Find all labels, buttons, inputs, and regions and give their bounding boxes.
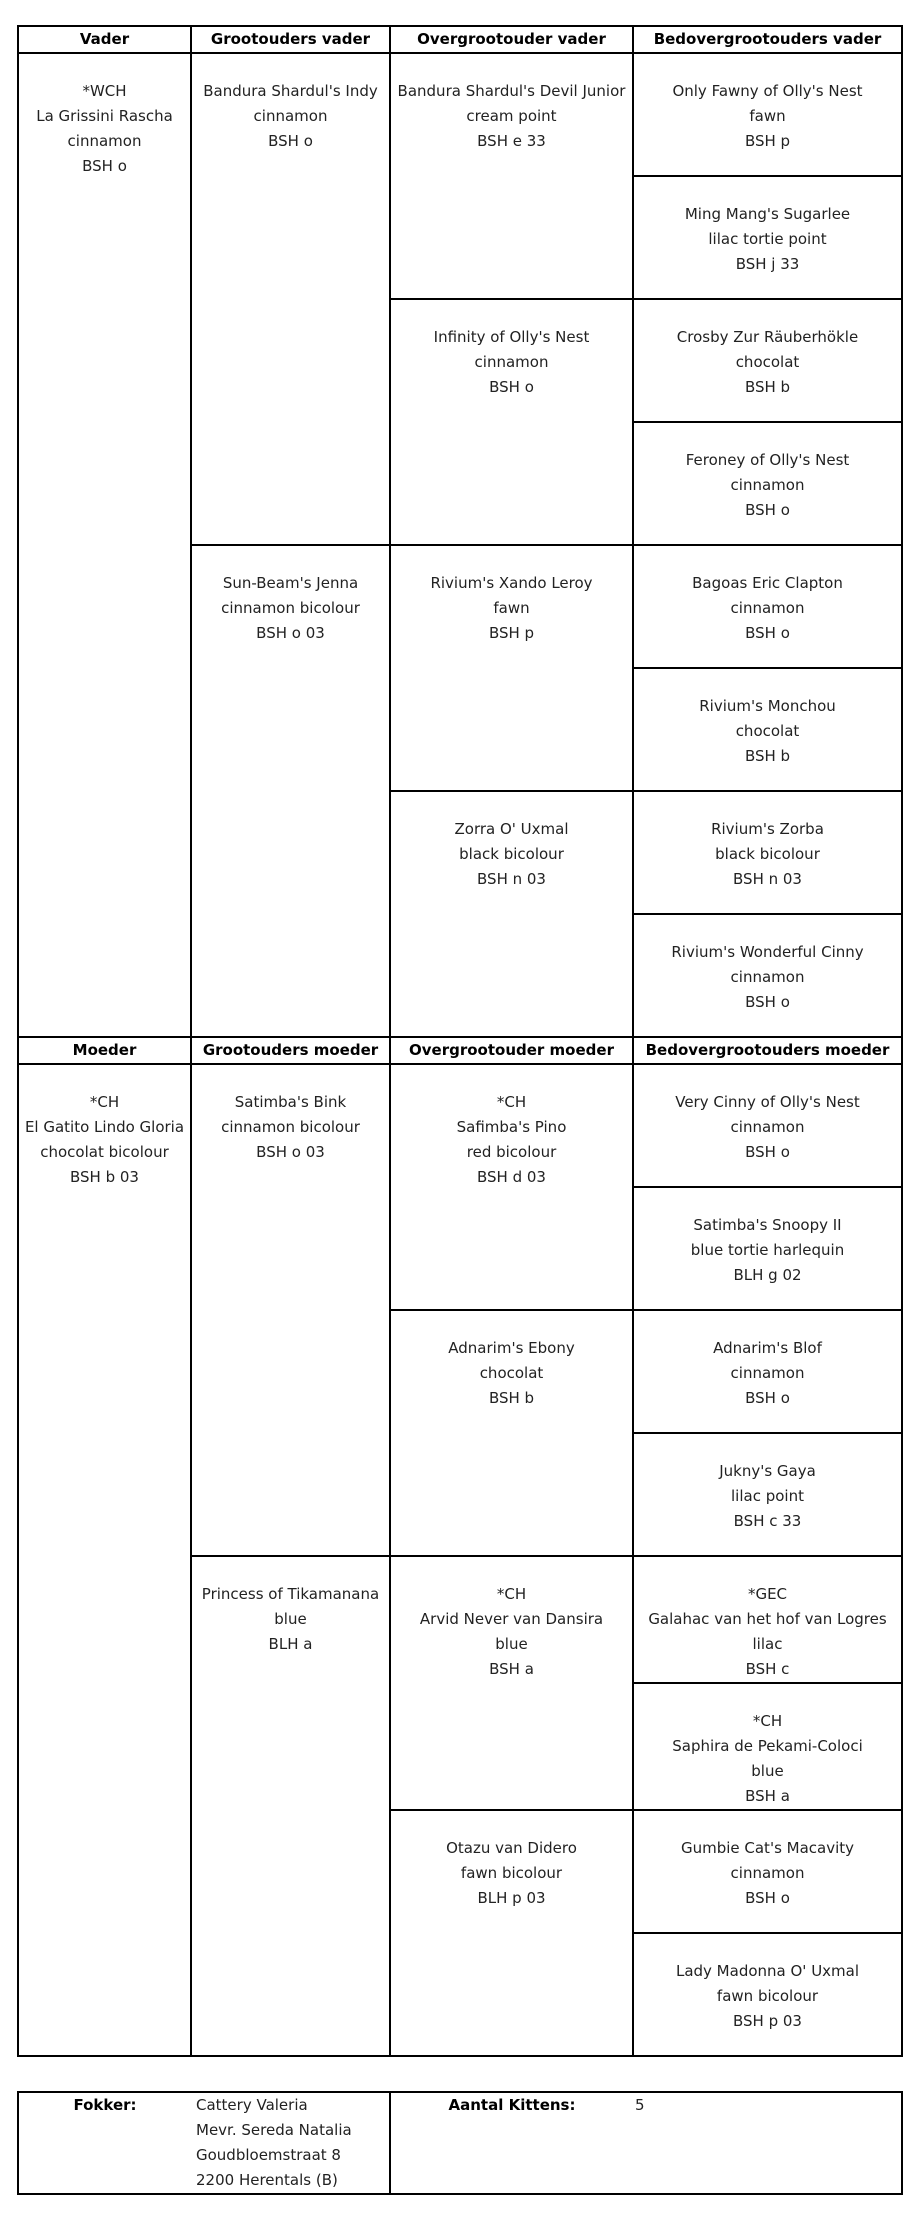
father-great-great-grandparent-cell: [633, 176, 902, 299]
cat-info-line: Saphira de Pekami-Coloci: [672, 1737, 863, 1755]
kittens-count: 5: [635, 2096, 645, 2114]
cat-info-line: *GEC: [747, 1585, 788, 1603]
cat-info-line: Sun-Beam's Jenna: [222, 574, 359, 592]
cat-info-line: Feroney of Olly's Nest: [685, 451, 850, 469]
mother-great-grandparent-cell: [390, 1310, 633, 1556]
mother-great-great-grandparent-cell: [633, 1310, 902, 1433]
breeder-info: [191, 2092, 390, 2194]
father-great-great-grandparent-cell: [633, 299, 902, 422]
cat-info-line: BSH o: [82, 157, 127, 175]
cat-info-line: Bandura Shardul's Devil Junior: [397, 82, 626, 100]
cat-info-line: Arvid Never van Dansira: [419, 1610, 604, 1628]
cat-info-line: chocolat: [479, 1364, 544, 1382]
cat-info-line: BSH b: [744, 378, 791, 396]
cat-info-line: cinnamon: [474, 353, 549, 371]
cat-info-line: *CH: [752, 1712, 783, 1730]
footer-table: [17, 2091, 903, 2195]
cat-info-line: Princess of Tikamanana: [201, 1585, 380, 1603]
cat-info-line: BSH o: [745, 993, 790, 1011]
cat-info-line: BSH o: [745, 1143, 790, 1161]
cat-info-line: BSH a: [745, 1787, 790, 1805]
cat-info-line: chocolat: [735, 722, 800, 740]
cat-info-line: Zorra O' Uxmal: [454, 820, 569, 838]
mother-great-great-grandparent-cell: [633, 1064, 902, 1187]
pedigree-row: [18, 1064, 902, 1187]
cat-info-line: Adnarim's Blof: [713, 1339, 822, 1357]
cat-info-line: cinnamon: [730, 1364, 805, 1382]
mother-column-header: Moeder: [18, 1037, 191, 1064]
father-column-header: Bedovergrootouders vader: [633, 26, 902, 53]
father-great-great-grandparent-cell: [633, 545, 902, 668]
cat-info-line: Otazu van Didero: [446, 1839, 577, 1857]
father-great-great-grandparent-cell: [633, 914, 902, 1037]
father-grandparent-cell: [191, 545, 390, 1037]
cat-info-line: cinnamon bicolour: [221, 599, 360, 617]
father-column-header: Grootouders vader: [191, 26, 390, 53]
cat-info-line: Gumbie Cat's Macavity: [680, 1839, 855, 1857]
cat-info-line: La Grissini Rascha: [36, 107, 173, 125]
cat-info-line: lilac point: [731, 1487, 804, 1505]
cat-info-line: fawn bicolour: [460, 1864, 563, 1882]
cat-info-line: Satimba's Snoopy II: [693, 1216, 842, 1234]
cat-info-line: BSH e 33: [477, 132, 546, 150]
cat-info-line: BSH p: [488, 624, 535, 642]
cat-info-line: BSH b: [488, 1389, 535, 1407]
cat-info-line: Very Cinny of Olly's Nest: [675, 1093, 860, 1111]
cat-info-line: BSH o 03: [256, 1143, 325, 1161]
cat-info-line: Lady Madonna O' Uxmal: [675, 1962, 860, 1980]
cat-info-line: Adnarim's Ebony: [448, 1339, 575, 1357]
cat-info-line: Rivium's Zorba: [711, 820, 824, 838]
father-header-row: [18, 26, 902, 53]
cat-info-line: black bicolour: [715, 845, 820, 863]
breeder-line: Mevr. Sereda Natalia: [196, 2121, 352, 2139]
cat-info-line: *CH: [496, 1585, 527, 1603]
mother-column-header: Overgrootouder moeder: [390, 1037, 633, 1064]
breeder-line: 2200 Herentals (B): [196, 2171, 338, 2189]
mother-great-great-grandparent-cell: [633, 1683, 902, 1810]
cat-info-line: BSH o: [745, 1389, 790, 1407]
cat-info-line: BSH c: [745, 1660, 790, 1678]
cat-info-line: BLH p 03: [477, 1889, 546, 1907]
cat-info-line: chocolat: [735, 353, 800, 371]
father-great-great-grandparent-cell: [633, 53, 902, 176]
father-great-great-grandparent-cell: [633, 668, 902, 791]
cat-info-line: Galahac van het hof van Logres: [648, 1610, 887, 1628]
cat-info-line: cream point: [466, 107, 557, 125]
cat-info-line: BSH b 03: [70, 1168, 139, 1186]
cat-info-line: fawn: [493, 599, 530, 617]
cat-info-line: cinnamon: [730, 1864, 805, 1882]
cat-info-line: black bicolour: [459, 845, 564, 863]
mother-column-header: Grootouders moeder: [191, 1037, 390, 1064]
cat-info-line: Ming Mang's Sugarlee: [684, 205, 851, 223]
cat-info-line: BSH o: [745, 1889, 790, 1907]
father-great-great-grandparent-cell: [633, 791, 902, 914]
mother-header-row: [18, 1037, 902, 1064]
mother-great-grandparent-cell: [390, 1064, 633, 1310]
cat-info-line: cinnamon: [730, 968, 805, 986]
cat-info-line: BSH n 03: [733, 870, 802, 888]
father-grandparent-cell: [191, 53, 390, 545]
cat-info-line: cinnamon: [730, 1118, 805, 1136]
kittens-label: Aantal Kittens:: [448, 2096, 576, 2114]
mother-great-grandparent-cell: [390, 1810, 633, 2056]
mother-great-great-grandparent-cell: [633, 1933, 902, 2056]
mother-grandparent-cell: [191, 1064, 390, 1556]
pedigree-row: [18, 53, 902, 176]
breeder-line: Cattery Valeria: [196, 2096, 308, 2114]
cat-info-line: BSH n 03: [477, 870, 546, 888]
mother-great-grandparent-cell: [390, 1556, 633, 1810]
cat-info-line: lilac tortie point: [708, 230, 827, 248]
cat-info-line: BLH g 02: [733, 1266, 802, 1284]
father-great-grandparent-cell: [390, 791, 633, 1037]
father-parent-cell: [18, 53, 191, 1037]
cat-info-line: BSH o 03: [256, 624, 325, 642]
cat-info-line: fawn bicolour: [716, 1987, 819, 2005]
mother-great-great-grandparent-cell: [633, 1556, 902, 1683]
cat-info-line: cinnamon: [730, 599, 805, 617]
pedigree-table: [17, 25, 903, 2057]
mother-parent-cell: [18, 1064, 191, 2056]
mother-grandparent-cell: [191, 1556, 390, 2056]
cat-info-line: Rivium's Wonderful Cinny: [671, 943, 864, 961]
father-column-header: Overgrootouder vader: [390, 26, 633, 53]
cat-info-line: lilac: [752, 1635, 783, 1653]
cat-info-line: Rivium's Monchou: [699, 697, 836, 715]
father-great-grandparent-cell: [390, 299, 633, 545]
mother-great-great-grandparent-cell: [633, 1187, 902, 1310]
cat-info-line: BSH d 03: [477, 1168, 546, 1186]
cat-info-line: BSH j 33: [735, 255, 800, 273]
mother-column-header: Bedovergrootouders moeder: [633, 1037, 902, 1064]
cat-info-line: cinnamon: [730, 476, 805, 494]
cat-info-line: *CH: [496, 1093, 527, 1111]
cat-info-line: blue tortie harlequin: [690, 1241, 845, 1259]
cat-info-line: blue: [274, 1610, 307, 1628]
father-great-grandparent-cell: [390, 545, 633, 791]
father-great-grandparent-cell: [390, 53, 633, 299]
cat-info-line: BSH o: [268, 132, 313, 150]
cat-info-line: El Gatito Lindo Gloria: [24, 1118, 185, 1136]
cat-info-line: Bandura Shardul's Indy: [203, 82, 378, 100]
cat-info-line: cinnamon: [253, 107, 328, 125]
cat-info-line: blue: [495, 1635, 528, 1653]
cat-info-line: Jukny's Gaya: [719, 1462, 816, 1480]
breeder-line: Goudbloemstraat 8: [196, 2146, 341, 2164]
cat-info-line: BSH o: [745, 624, 790, 642]
father-column-header: Vader: [18, 26, 191, 53]
cat-info-line: BSH c 33: [733, 1512, 802, 1530]
cat-info-line: Rivium's Xando Leroy: [430, 574, 593, 592]
breeder-label: Fokker:: [73, 2096, 137, 2114]
cat-info-line: red bicolour: [466, 1143, 557, 1161]
father-great-great-grandparent-cell: [633, 422, 902, 545]
cat-info-line: *WCH: [82, 82, 127, 100]
cat-info-line: BSH o: [489, 378, 534, 396]
cat-info-line: blue: [751, 1762, 784, 1780]
mother-great-great-grandparent-cell: [633, 1810, 902, 1933]
cat-info-line: BSH p: [744, 132, 791, 150]
cat-info-line: BSH p 03: [733, 2012, 802, 2030]
cat-info-line: BLH a: [268, 1635, 313, 1653]
cat-info-line: Infinity of Olly's Nest: [433, 328, 590, 346]
cat-info-line: fawn: [749, 107, 786, 125]
cat-info-line: BSH a: [489, 1660, 534, 1678]
cat-info-line: Crosby Zur Räuberhökle: [676, 328, 859, 346]
cat-info-line: BSH o: [745, 501, 790, 519]
cat-info-line: cinnamon bicolour: [221, 1118, 360, 1136]
cat-info-line: Safimba's Pino: [456, 1118, 567, 1136]
mother-great-great-grandparent-cell: [633, 1433, 902, 1556]
cat-info-line: Bagoas Eric Clapton: [692, 574, 843, 592]
cat-info-line: Only Fawny of Olly's Nest: [672, 82, 863, 100]
cat-info-line: BSH b: [744, 747, 791, 765]
cat-info-line: *CH: [89, 1093, 120, 1111]
cat-info-line: chocolat bicolour: [40, 1143, 169, 1161]
cat-info-line: cinnamon: [67, 132, 142, 150]
cat-info-line: Satimba's Bink: [234, 1093, 347, 1111]
